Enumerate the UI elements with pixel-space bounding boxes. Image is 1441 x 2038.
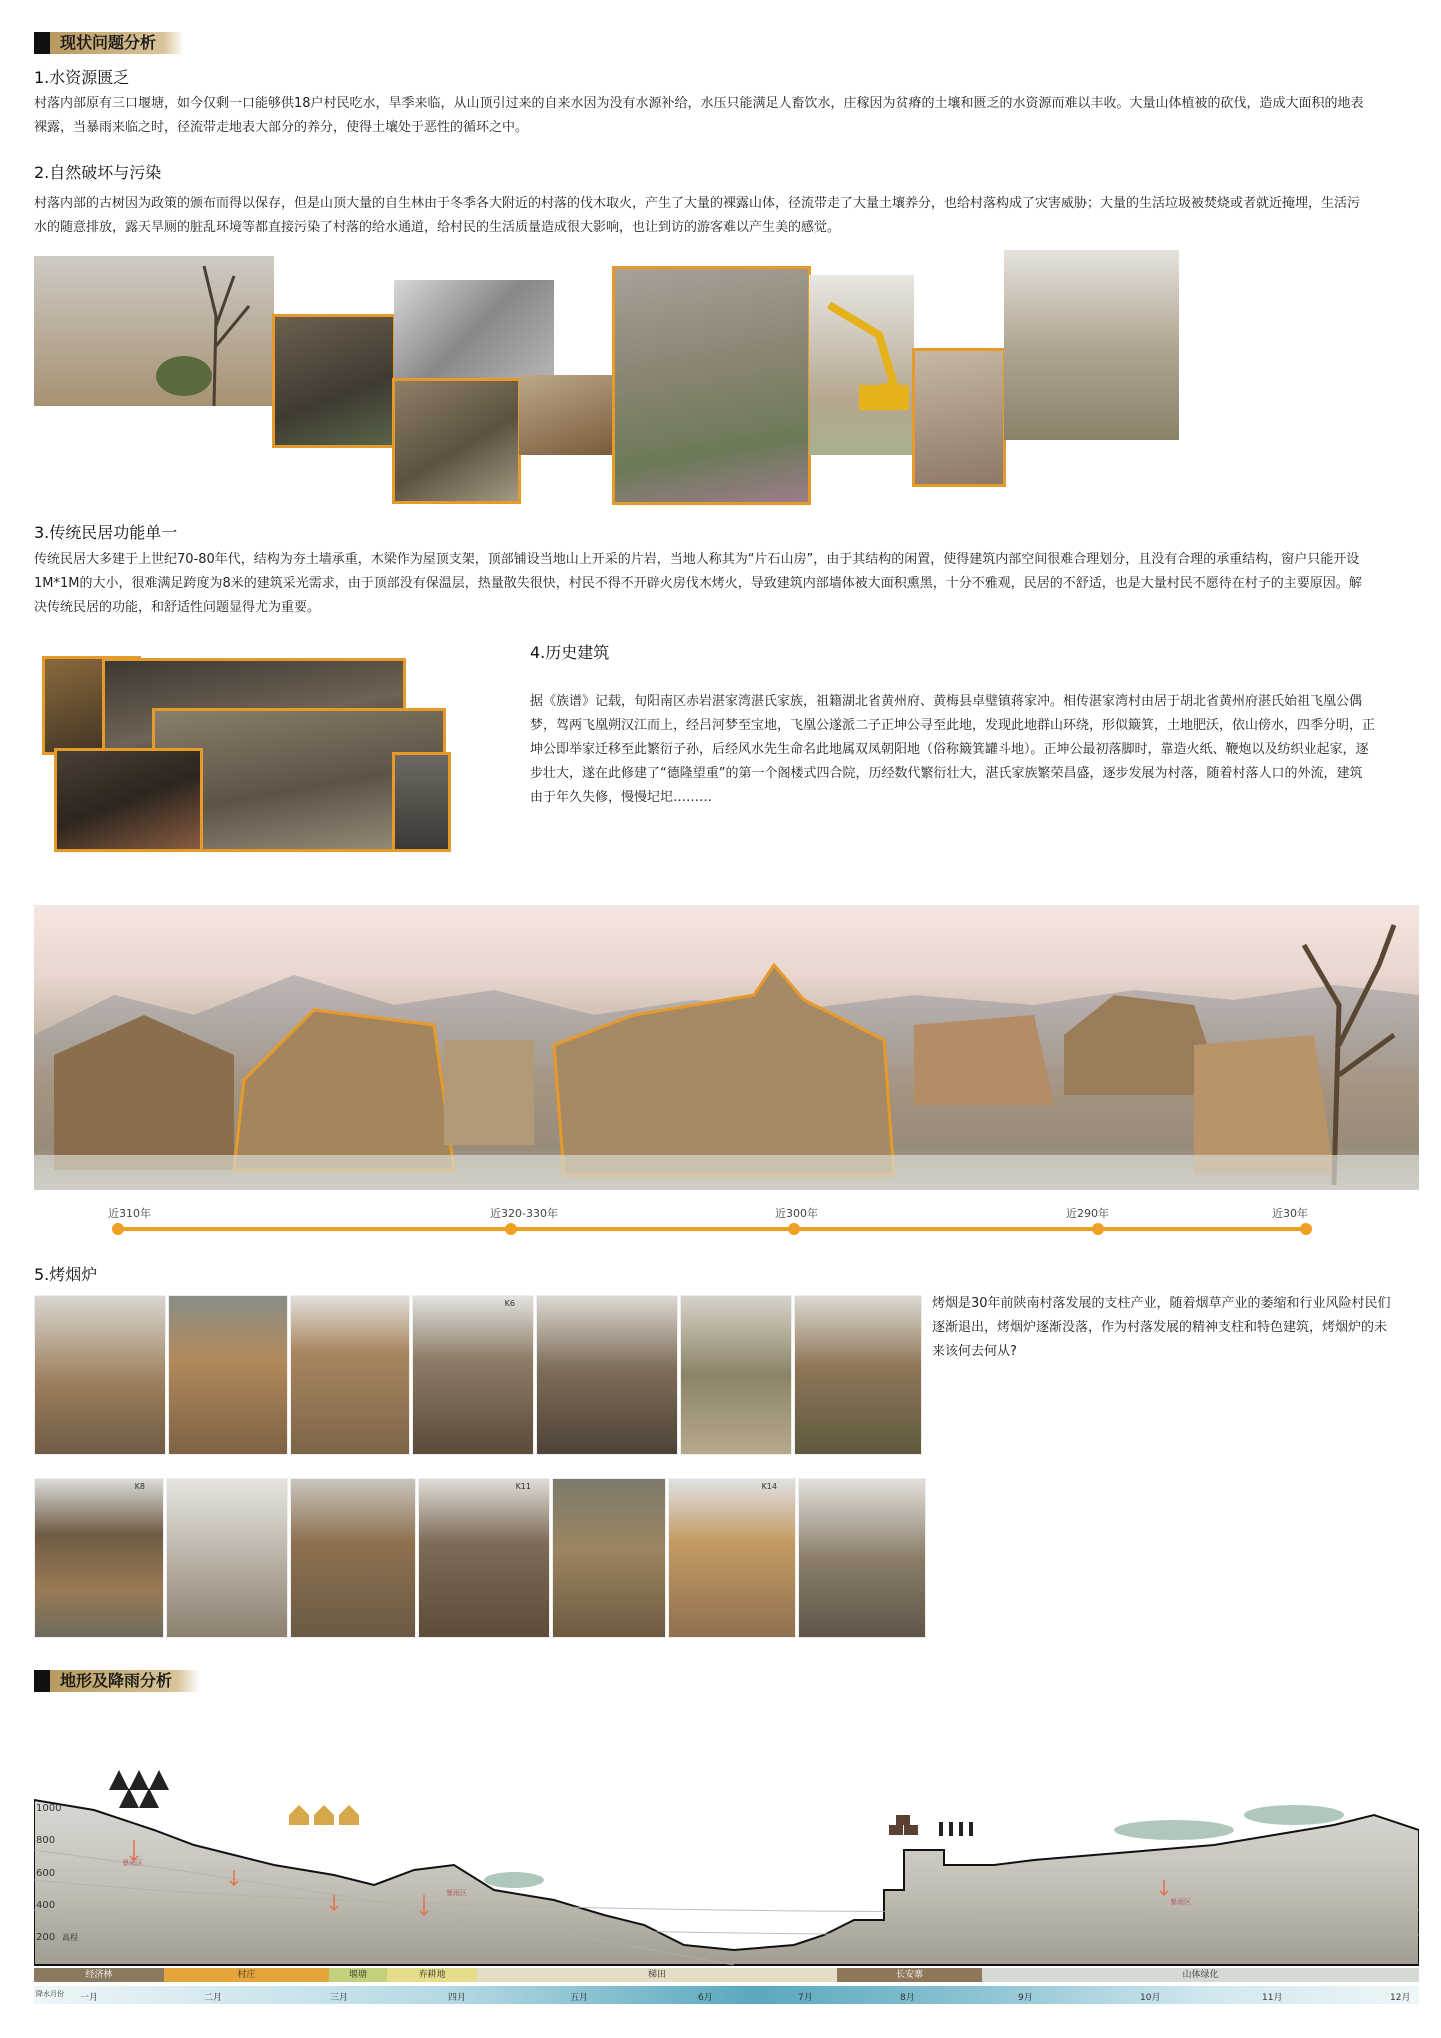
landuse-segment: 弃耕地 — [387, 1968, 477, 1982]
timeline-bar — [118, 1227, 1304, 1231]
timeline-label: 近320-330年 — [490, 1207, 558, 1220]
month-label: 10月 — [1140, 1993, 1161, 2003]
photo-fire-room — [56, 750, 201, 850]
landuse-segment: 山体绿化 — [982, 1968, 1419, 1982]
village-house-icon — [289, 1805, 359, 1825]
kiln-photo — [668, 1478, 796, 1638]
kiln-photo — [166, 1478, 288, 1638]
elevation-tick: 600 — [36, 1868, 56, 1879]
paragraph-kiln: 烤烟是30年前陕南村落发展的支柱产业，随着烟草产业的萎缩和行业风险村民们逐渐退出，烤烟炉逐渐没落，作为村落发展的精神支柱和特色建筑，烤烟炉的未来该何去何从? — [932, 1296, 1391, 1359]
elevation-tick: 200 — [36, 1932, 56, 1943]
month-label: 一月 — [80, 1993, 99, 2003]
landuse-segment: 长安寨 — [837, 1968, 982, 1982]
paragraph-pollution: 村落内部的古树因为政策的颁布而得以保存，但是山顶大量的自生林由于冬季各大附近的村落的伐木取火，产生了大量的裸露山体，径流带走了大量土壤养分，也给村落构成了灾害威胁；大量的生活垃圾被焚烧或者就近掩埋，生活污水的随意排放，露天旱厕的脏乱环境等都直接污染了村落的给水通道，给村民的生活质量造成很大影响，也让到访的游客难以产生美的感觉。 — [34, 196, 1361, 235]
kiln-photo — [290, 1295, 410, 1455]
elevation-unit: 高程 — [62, 1933, 78, 1942]
rainfall-gradient-band — [34, 1986, 1419, 2004]
month-label: 三月 — [330, 1993, 349, 2003]
photo-excavator — [809, 275, 914, 455]
photo-eroded-hillside — [34, 256, 274, 406]
timeline-label: 近300年 — [775, 1207, 818, 1220]
timeline-dot — [788, 1223, 800, 1235]
excavator-icon — [809, 275, 914, 455]
kiln-photo — [34, 1295, 166, 1455]
paragraph-history: 据《族谱》记载，旬阳南区赤岩湛家湾湛氏家族，祖籍湖北省黄州府、黄梅县卓璧镇蒋家冲。相传湛家湾村由居于胡北省黄州府湛氏始祖飞凰公偶梦，驾两飞凰朔汉江而上，经吕河梦至宝地，飞凰公遂派二子正坤公寻至此地，发现此地群山环绕，形似簸箕，土地肥沃，依山傍水，四季分明，正坤公即举家迁移至此繁衍子孙，后经风水先生命名此地属双凤朝阳地（俗称簸箕罐斗地）。正坤公最初落脚时，靠造火纸、鞭炮以及纺织业起家，逐步壮大，遂在此修建了“德隆望重”的第一个阁楼式四合院，历经数代繁衍壮大，湛氏家族繁荣昌盛，逐步发展为村落，随着村落人口的外流，建筑由于年久失修，慢慢圮圯……… — [530, 694, 1376, 805]
kiln-photo — [680, 1295, 792, 1455]
kiln-photo — [34, 1478, 164, 1638]
landuse-segment: 村庄 — [164, 1968, 329, 1982]
kiln-photo — [794, 1295, 922, 1455]
timeline-label: 近290年 — [1066, 1207, 1109, 1220]
month-label: 7月 — [798, 1993, 813, 2003]
heading-label: 现状问题分析 — [50, 32, 184, 54]
tree-silhouette-icon — [34, 256, 274, 406]
pollution-photo-collage — [34, 250, 1184, 505]
month-label: 五月 — [570, 1993, 589, 2003]
month-label: 四月 — [448, 1993, 467, 2003]
photo-doorway — [394, 754, 449, 850]
subtitle-kiln: 5.烤烟炉 — [34, 1265, 98, 1284]
photo-bw-water-carry — [394, 280, 554, 380]
elevation-tick: 400 — [36, 1900, 56, 1911]
elevation-tick: 800 — [36, 1835, 56, 1846]
landuse-segment: 经济林 — [34, 1968, 164, 1982]
terrain-profile — [34, 1770, 1419, 1995]
heading-label: 地形及降雨分析 — [50, 1670, 200, 1692]
photo-garbage-pile — [614, 268, 809, 503]
photo-villager-well — [274, 316, 394, 446]
timeline-dot — [1300, 1223, 1312, 1235]
month-label: 12月 — [1390, 1993, 1411, 2003]
subtitle-water: 1.水资源匮乏 — [34, 68, 130, 87]
photo-old-man-tub — [394, 380, 519, 502]
paragraph-water: 村落内部原有三口堰塘，如今仅剩一口能够供18户村民吃水，旱季来临，从山顶引过来的自来水因为没有水源补给，水压只能满足人畜饮水，庄稼因为贫瘠的土壤和匮乏的水资源而难以丰收。大量山体植被的砍伐，造成大面积的地表裸露，当暴雨来临之时，径流带走地表大部分的养分，使得土壤处于恶性的循环之中。 — [34, 96, 1364, 135]
rain-zone-label: 暴雨区 — [446, 1889, 467, 1897]
kiln-photo — [168, 1295, 288, 1455]
kiln-tag: K11 — [515, 1482, 531, 1491]
kiln-photo — [412, 1295, 534, 1455]
panorama-historic-buildings — [34, 905, 1419, 1190]
landuse-segment: 梯田 — [477, 1968, 837, 1982]
housing-photo-collage — [34, 650, 464, 858]
kiln-tag: K14 — [761, 1482, 777, 1491]
heading-marker — [34, 32, 50, 54]
gate-icon — [939, 1822, 973, 1836]
kiln-photo — [290, 1478, 416, 1638]
photo-child — [914, 350, 1004, 485]
month-label: 9月 — [1018, 1993, 1033, 2003]
timeline-label: 近30年 — [1272, 1207, 1308, 1220]
kiln-photo — [798, 1478, 926, 1638]
paragraph-housing: 传统民居大多建于上世纪70-80年代，结构为夯土墙承重，木梁作为屋顶支架，顶部铺设当地山上开采的片岩，当地人称其为“片石山房”，由于其结构的闲置，使得建筑内部空间很难合理划分，且没有合理的承重结构，窗户只能开设1M*1M的大小，很难满足跨度为8米的建筑采光需求，由于顶部没有保温层，热量散失很快，村民不得不开辟火房伐木烤火，导致建筑内部墙体被大面积熏黑，十分不雅观，民居的不舒适，也是大量村民不愿待在村子的主要原因。解决传统民居的功能，和舒适性问题显得尤为重要。 — [34, 552, 1362, 615]
timeline-label: 近310年 — [108, 1207, 151, 1220]
terrain-section-diagram — [34, 1770, 1419, 1995]
month-label: 11月 — [1262, 1993, 1283, 2003]
photo-village-lane — [1004, 250, 1179, 440]
landuse-segment: 堰塘 — [329, 1968, 387, 1982]
rain-zone-label: 暴雨区 — [1170, 1898, 1191, 1906]
section-heading-terrain — [34, 1670, 200, 1692]
kiln-tag: K6 — [504, 1299, 515, 1308]
month-label: 6月 — [698, 1993, 713, 2003]
kiln-photo — [418, 1478, 550, 1638]
kiln-photo — [552, 1478, 666, 1638]
month-label: 8月 — [900, 1993, 915, 2003]
section-heading-problems — [34, 32, 184, 54]
panorama-silhouettes — [34, 905, 1419, 1190]
elevation-tick: 1000 — [36, 1803, 62, 1814]
heading-marker — [34, 1670, 50, 1692]
timeline-dot — [1092, 1223, 1104, 1235]
month-label: 二月 — [204, 1993, 223, 2003]
kiln-photo — [536, 1295, 678, 1455]
kiln-tag: K8 — [134, 1482, 145, 1491]
ruin-building-icon — [889, 1815, 918, 1835]
forest-icon — [109, 1770, 169, 1808]
rain-zone-label: 暴雨区 — [122, 1859, 143, 1867]
subtitle-housing: 3.传统民居功能单一 — [34, 523, 178, 542]
subtitle-pollution: 2.自然破坏与污染 — [34, 163, 162, 182]
photo-cattle — [519, 375, 614, 455]
subtitle-history: 4.历史建筑 — [530, 643, 610, 662]
timeline-dot — [505, 1223, 517, 1235]
timeline-dot — [112, 1223, 124, 1235]
rain-axis-label: 降水月份 — [36, 1990, 64, 1998]
